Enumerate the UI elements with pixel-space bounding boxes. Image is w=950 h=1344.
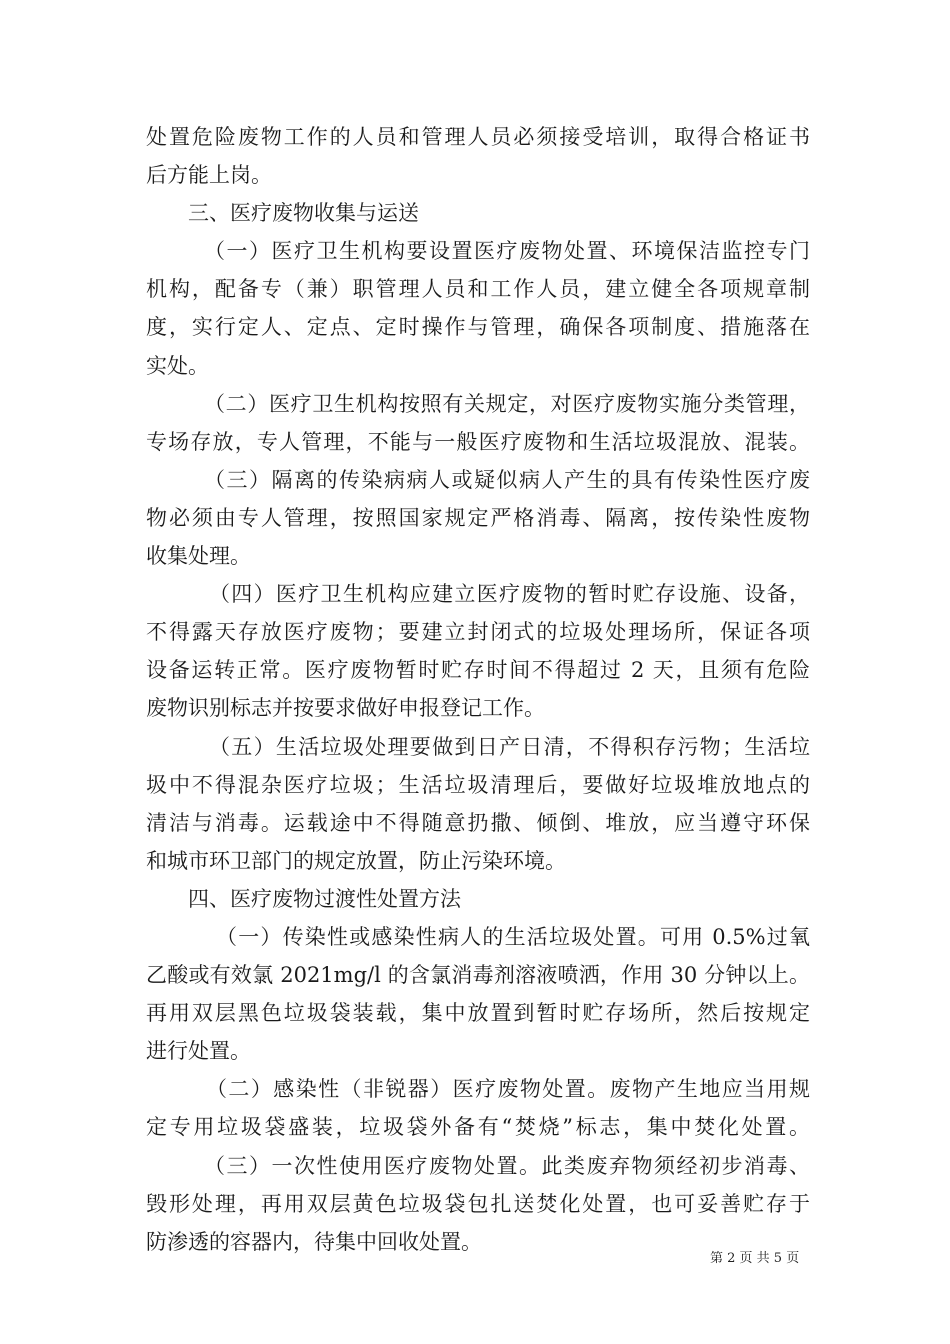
text-line: 清洁与消毒。运载途中不得随意扔撒、倾倒、堆放，应当遵守环保 bbox=[146, 810, 810, 835]
text-line: （五）生活垃圾处理要做到日产日清，不得积存污物；生活垃 bbox=[209, 734, 810, 759]
text-line: 不得露天存放医疗废物；要建立封闭式的垃圾处理场所，保证各项 bbox=[146, 620, 810, 645]
text-line: （三）隔离的传染病病人或疑似病人产生的具有传染性医疗废 bbox=[204, 467, 810, 492]
text-line: 收集处理。 bbox=[146, 544, 251, 569]
text-line: （一）医疗卫生机构要设置医疗废物处置、环境保洁监控专门 bbox=[204, 239, 810, 264]
section-heading: 三、医疗废物收集与运送 bbox=[188, 201, 419, 226]
text-line: 和城市环卫部门的规定放置，防止污染环境。 bbox=[146, 848, 566, 873]
document-body bbox=[146, 118, 810, 1261]
text-line: 机构，配备专（兼）职管理人员和工作人员，建立健全各项规章制 bbox=[146, 277, 810, 302]
page-number: 第 2 页 共 5 页 bbox=[710, 1251, 800, 1266]
text-line: （四）医疗卫生机构应建立医疗废物的暂时贮存设施、设备， bbox=[209, 582, 810, 607]
text-line: 处置危险废物工作的人员和管理人员必须接受培训，取得合格证书 bbox=[146, 125, 810, 149]
text-line: 定专用垃圾袋盛装，垃圾袋外备有“焚烧”标志，集中焚化处置。 bbox=[146, 1115, 810, 1140]
text-line: （三）一次性使用医疗废物处置。此类废弃物须经初步消毒、 bbox=[204, 1153, 810, 1178]
text-line: 度，实行定人、定点、定时操作与管理，确保各项制度、措施落在 bbox=[146, 315, 810, 340]
text-line: 实处。 bbox=[146, 353, 209, 378]
text-line: 毁形处理，再用双层黄色垃圾袋包扎送焚化处置，也可妥善贮存于 bbox=[146, 1191, 810, 1216]
text-line: 圾中不得混杂医疗垃圾；生活垃圾清理后，要做好垃圾堆放地点的 bbox=[146, 772, 810, 797]
text-line: 再用双层黑色垃圾袋装载，集中放置到暂时贮存场所，然后按规定 bbox=[146, 1001, 810, 1026]
text-line: 专场存放，专人管理，不能与一般医疗废物和生活垃圾混放、混装。 bbox=[146, 429, 810, 454]
section-heading: 四、医疗废物过渡性处置方法 bbox=[188, 886, 461, 911]
text-line: 后方能上岗。 bbox=[146, 163, 272, 188]
text-line: 乙酸或有效氯 2021mg/l 的含氯消毒剂溶液喷洒，作用 30 分钟以上。 bbox=[146, 963, 810, 988]
text-line: 防渗透的容器内，待集中回收处置。 bbox=[146, 1229, 482, 1254]
text-line: 进行处置。 bbox=[146, 1039, 251, 1064]
text-line: 物必须由专人管理，按照国家规定严格消毒、隔离，按传染性废物 bbox=[146, 505, 810, 530]
text-line: （二）感染性（非锐器）医疗废物处置。废物产生地应当用规 bbox=[206, 1077, 810, 1102]
text-line: 废物识别标志并按要求做好申报登记工作。 bbox=[146, 696, 545, 721]
text-line: （二）医疗卫生机构按照有关规定，对医疗废物实施分类管理， bbox=[204, 391, 810, 416]
text-line: （一）传染性或感染性病人的生活垃圾处置。可用 0.5%过氧 bbox=[216, 924, 810, 949]
text-line: 设备运转正常。医疗废物暂时贮存时间不得超过 2 天，且须有危险 bbox=[146, 658, 810, 683]
